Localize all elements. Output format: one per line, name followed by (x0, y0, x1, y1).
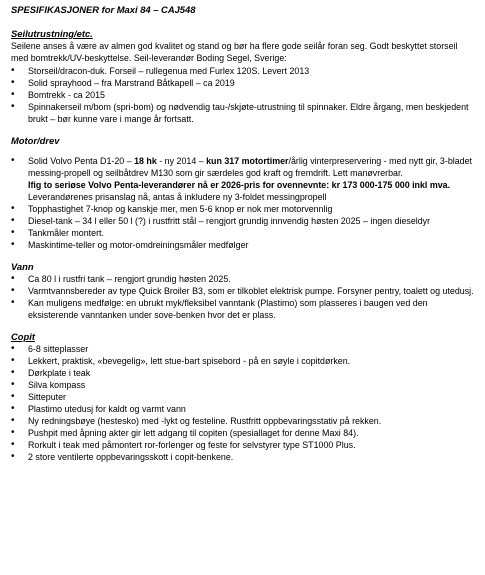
vann-list (11, 273, 477, 321)
list-item: • Kan muligens medfølge: en ubrukt myk/fleksibel vanntank (Plastimo) som plasseres i baugen ved den eksisterende vanntanken under sove-benken hvor det er plass. (11, 297, 477, 321)
section-heading-vann: Vann (11, 261, 34, 272)
motor-price-bold: Ifig to seriøse Volvo Penta-leverandører nå er 2026-pris for ovennevnte: kr 173 000-175 000 inkl mva. (28, 180, 451, 190)
list-item: • Solid sprayhood – fra Marstrand Båtkapell – ca 2019 (11, 77, 477, 89)
list-item: • Ny redningsbøye (hestesko) med -lykt og festeline. Rustfritt oppbevaringsstativ på rekken. (11, 415, 477, 427)
document-title: SPESIFIKASJONER for Maxi 84 – CAJ548 (11, 4, 196, 15)
list-item: • Plastimo utedusj for kaldt og varmt vann (11, 403, 477, 415)
list-item: • Dørkplate i teak (11, 367, 477, 379)
list-item: • Sitteputer (11, 391, 477, 403)
section-heading-motor: Motor/drev (11, 135, 60, 146)
list-item: • Bomtrekk - ca 2015 (11, 89, 477, 101)
list-item: • Varmtvannsbereder av type Quick Broiler B3, som er tilkoblet elektrisk pumpe. Forsyner pentry, toalett og utedusj. (11, 285, 477, 297)
motor-hours: kun 317 motortimer (206, 156, 289, 166)
section-heading-copit: Copit (11, 331, 35, 342)
list-item: • Silva kompass (11, 379, 477, 391)
list-item: • Spinnakerseil m/bom (spri-bom) og nødvendig tau-/skjøte-utrustning til spinnaker. Eldre årgang, men beskjedent brukt – bør kunne vare i mange år fortsatt. (11, 101, 477, 125)
seil-list (11, 65, 477, 125)
list-item: • Rorkult i teak med påmontert ror-forlenger og feste for selvstyrer type ST1000 Plus. (11, 439, 477, 451)
list-item: • Pushpit med åpning akter gir lett adgang til copiten (spesiallaget for denne Maxi 84). (11, 427, 477, 439)
list-item: • Maskintime-teller og motor-omdreiningsmåler medfølger (11, 239, 477, 251)
list-item: • Storseil/dracon-duk. Forseil – rullegenua med Furlex 120S. Levert 2013 (11, 65, 477, 77)
motor-text-1: Solid Volvo Penta D1-20 – (28, 156, 135, 166)
motor-price-rest: Leverandørenes prisanslag nå, antas å inkludere ny 3-foldet messingpropell (28, 192, 327, 202)
list-item: • 6-8 sitteplasser (11, 343, 477, 355)
list-item: • Topphastighet 7-knop og kanskje mer, men 5-6 knop er nok mer motorvennlig (11, 203, 477, 215)
motor-text-5: /årlig vinterpreservering - med nytt gir, 3-bladet messing-propell og seilbåtdrev M130 som gir særdeles god kraft og fremdrift. Lett manøvrerbar. (28, 156, 472, 178)
section-heading-seil: Seilutrustning/etc. (11, 28, 93, 39)
seil-intro: Seilene anses å være av almen god kvalitet og stand og bør ha flere gode seilår foran seg. Godt beskyttet storseil med bomtrekk/UV-beskyttelse. Seil-leverandør Boding Segel, Sverige: (11, 41, 458, 63)
list-item: • 2 store ventilerte oppbevaringsskott i copit-benkene. (11, 451, 477, 463)
list-item: • Diesel-tank – 34 l eller 50 l (?) i rustfritt stål – rengjort grundig innvendig høsten 2025 – ingen dieseldyr (11, 215, 477, 227)
list-item: • Ca 80 l i rustfri tank – rengjort grundig høsten 2025. (11, 273, 477, 285)
list-item: • Lekkert, praktisk, «bevegelig», lett stue-bart spisebord - på en søyle i copitdørken. (11, 355, 477, 367)
list-item (11, 155, 477, 203)
motor-text-3: - ny 2014 – (156, 156, 207, 166)
copit-list (11, 343, 477, 463)
motor-list (11, 155, 477, 251)
motor-price-note (28, 179, 477, 203)
list-item: • Tankmåler montert. (11, 227, 477, 239)
motor-hk: 18 hk (134, 156, 157, 166)
